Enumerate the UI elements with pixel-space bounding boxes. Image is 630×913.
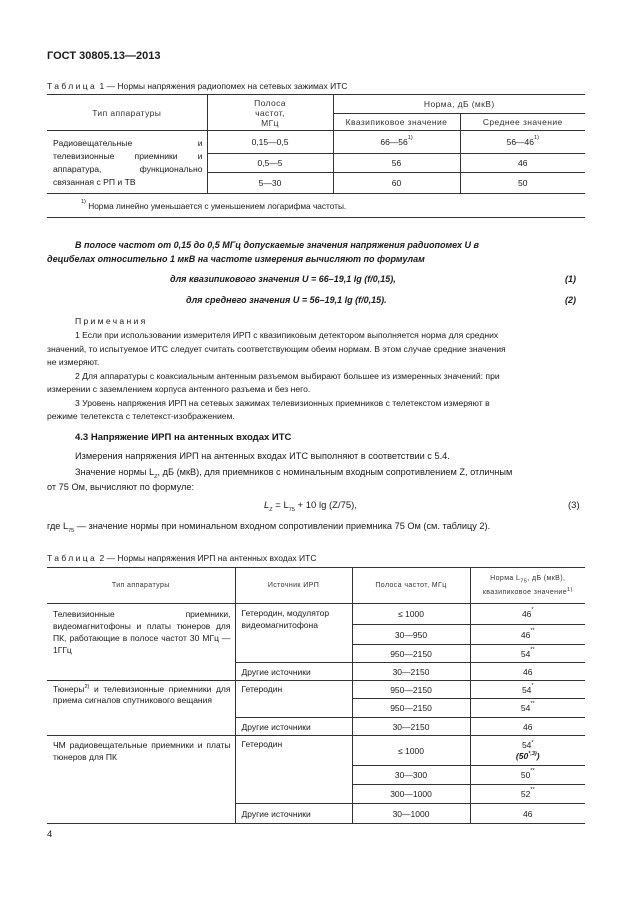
note-mark: * bbox=[531, 739, 534, 746]
table1-freq-cell: 5—30 bbox=[207, 172, 333, 193]
subscript: 75 bbox=[520, 578, 528, 585]
note-mark: ** bbox=[530, 627, 535, 634]
table2-norm-cell bbox=[470, 736, 585, 766]
table2-freq-cell: ≤ 1000 bbox=[352, 604, 470, 625]
table1-avg-cell bbox=[460, 131, 585, 154]
section-title: 4.3 Напряжение ИРП на антенных входах ИТС bbox=[75, 432, 292, 443]
notes-title: Примечания bbox=[75, 316, 148, 326]
table2-source-cell: Другие источники bbox=[235, 718, 352, 736]
table1-type-cell: Радиовещательные и телевизионные приемники и аппаратура, функционально связанная с РП и ТВ bbox=[47, 131, 207, 194]
header-text: Норма L bbox=[490, 574, 521, 582]
table1-header-type: Тип аппаратуры bbox=[47, 95, 207, 131]
table2-freq-cell: 30—2150 bbox=[352, 718, 470, 736]
table1-avg-cell: 46 bbox=[460, 154, 585, 173]
table2-source-cell: Гетеродин bbox=[235, 681, 352, 718]
where-text: где L bbox=[47, 521, 69, 531]
document-header: ГОСТ 30805.13—2013 bbox=[47, 50, 161, 62]
table2-source-cell: Гетеродин, модулятор видеомагнитофона bbox=[235, 604, 352, 663]
table1-freq-value: 0,15—0,5 bbox=[251, 137, 289, 148]
formula-2-number: (2) bbox=[565, 295, 576, 305]
table2-norm-cell bbox=[470, 625, 585, 645]
type-text: Тюнеры bbox=[53, 684, 85, 694]
subscript: Z bbox=[154, 473, 158, 480]
note-mark: ** bbox=[530, 787, 535, 793]
table1 bbox=[47, 94, 585, 218]
table2-type-cell: Телевизионные приемники, видеомагнитофоны и платы тюнеров для ПК, работающие в полосе частот 30 МГц — 1ГГц bbox=[47, 604, 235, 681]
note-2-line2: измерении с заземлением корпуса антенного разъема и без него. bbox=[47, 384, 311, 394]
table2-freq-cell: 300—1000 bbox=[352, 785, 470, 804]
table1-qp-cell: 60 bbox=[333, 172, 460, 193]
table2-norm-cell: 46 bbox=[470, 663, 585, 681]
header-text: квазипиковое значение bbox=[482, 589, 567, 597]
para2-text: Значение нормы L bbox=[75, 467, 155, 477]
table2-source-cell: Гетеродин bbox=[235, 736, 352, 804]
norm-value: 50 bbox=[520, 770, 531, 780]
para2-text: , дБ (мкВ), для приемников с номинальным входным сопротивлением Z, отличным bbox=[157, 467, 513, 477]
note-mark: ** bbox=[530, 701, 535, 707]
table2-header-freq: Полоса частот, МГц bbox=[352, 568, 470, 604]
table2-freq-cell: 30—2150 bbox=[352, 663, 470, 681]
table1-avg-cell: 50 bbox=[460, 172, 585, 193]
table1-freq-cell bbox=[207, 131, 333, 154]
table1-header-avg: Среднее значение bbox=[460, 114, 585, 131]
subscript: 75 bbox=[68, 527, 75, 534]
table1-qp-value: 66—56 bbox=[380, 137, 408, 148]
note-mark: ** bbox=[530, 646, 535, 653]
table2-freq-cell: 950—2150 bbox=[352, 699, 470, 718]
note-mark: * bbox=[531, 682, 534, 689]
table2-norm-cell bbox=[470, 681, 585, 699]
table2-norm-cell bbox=[470, 766, 585, 785]
table2-norm-cell: 46 bbox=[470, 804, 585, 824]
table1-footnote bbox=[47, 194, 585, 218]
norm-value: 46 bbox=[520, 629, 531, 640]
table2-header-norm bbox=[470, 568, 585, 604]
table2-freq-cell: ≤ 1000 bbox=[352, 736, 470, 766]
norm-value-alt: ) bbox=[536, 750, 540, 761]
table2-source-cell: Другие источники bbox=[235, 663, 352, 681]
note-mark: *,3) bbox=[528, 750, 537, 757]
table2-freq-cell: 950—2150 bbox=[352, 645, 470, 663]
table2-norm-cell bbox=[470, 785, 585, 804]
formula-text: + 10 lg (Z/75), bbox=[294, 500, 357, 511]
table1-freq-cell: 0,5—5 bbox=[207, 154, 333, 173]
table1-header-norm: Норма, дБ (мкВ) bbox=[333, 95, 585, 114]
footnote-mark: 1) bbox=[566, 587, 573, 594]
table1-footnote-text: Норма линейно уменьшается с уменьшением логарифма частоты. bbox=[88, 200, 347, 211]
footnote-mark: 1) bbox=[81, 198, 86, 205]
formula-3 bbox=[264, 500, 357, 513]
norm-value: 54 bbox=[520, 648, 531, 659]
table1-qp-cell bbox=[333, 131, 460, 154]
norm-value: 54 bbox=[521, 739, 532, 750]
subscript: Z bbox=[269, 506, 273, 513]
norm-value: 54 bbox=[520, 703, 531, 713]
subscript: 75 bbox=[288, 506, 295, 513]
paragraph-2-line2: от 75 Ом, вычисляют по формуле: bbox=[47, 482, 195, 492]
formula-1-number: (1) bbox=[565, 274, 576, 284]
bold-paragraph-line2: децибелах относительно 1 мкВ на частоте измерения вычисляют по формулам bbox=[47, 254, 425, 264]
bold-paragraph-line1: В полосе частот от 0,15 до 0,5 МГц допускаемые значения напряжения радиопомех U в bbox=[75, 240, 479, 250]
formula-1: для квазипикового значения U = 66–19,1 lg (f/0,15), bbox=[170, 274, 396, 284]
formula-2: для среднего значения U = 56–19,1 lg (f/0,15). bbox=[186, 295, 387, 305]
footnote-mark: 2) bbox=[84, 684, 90, 690]
table1-caption-text: 1 — Нормы напряжения радиопомех на сетевых зажимах ИТС bbox=[97, 81, 348, 91]
footnote-mark: 1) bbox=[534, 135, 539, 142]
table2-freq-cell: 30—1000 bbox=[352, 804, 470, 824]
note-3-line1: 3 Уровень напряжения ИРП на сетевых зажимах телевизионных приемников с телетекстом измеряют в bbox=[75, 398, 490, 408]
table1-header-freq: Полоса частот, МГц bbox=[207, 95, 333, 131]
table2-caption-text: 2 — Нормы напряжения ИРП на антенных входах ИТС bbox=[97, 553, 317, 563]
table2-type-cell: ЧМ радиовещательные приемники и платы тюнеров для ПК bbox=[47, 736, 235, 824]
table2-norm-cell bbox=[470, 604, 585, 625]
footnote-mark: 1) bbox=[407, 135, 413, 142]
header-text: , дБ (мкВ), bbox=[527, 574, 566, 582]
norm-value: 54 bbox=[521, 684, 532, 695]
table2-norm-cell bbox=[470, 645, 585, 663]
table2-header-type: Тип аппаратуры bbox=[47, 568, 235, 604]
table2-caption-word: Таблица bbox=[47, 553, 98, 563]
page-number: 4 bbox=[47, 829, 53, 840]
table2-norm-cell bbox=[470, 699, 585, 718]
table2-freq-cell: 30—300 bbox=[352, 766, 470, 785]
table2 bbox=[47, 567, 585, 824]
table1-qp-cell: 56 bbox=[333, 154, 460, 173]
note-3-line2: режиме телетекста с телетекст-изображением. bbox=[47, 411, 235, 421]
table1-caption bbox=[47, 81, 348, 91]
note-2-line1: 2 Для аппаратуры с коаксиальным антенным разъемом выбирают большее из измеренных значений: при bbox=[75, 371, 500, 381]
where-text: — значение нормы при номинальном входном сопротивлении приемника 75 Ом (см. таблицу 2). bbox=[74, 521, 491, 531]
table2-header-source: Источник ИРП bbox=[235, 568, 352, 604]
paragraph-1: Измерения напряжения ИРП на антенных входах ИТС выполняют в соответствии с 5.4. bbox=[75, 451, 450, 461]
table2-type-cell bbox=[47, 681, 235, 736]
note-1-line3: не измеряют. bbox=[47, 357, 100, 367]
table2-norm-cell: 46 bbox=[470, 718, 585, 736]
note-1-line2: значений, то испытуемое ИТС следует считать соответствующим обеим нормам. В этом случае средние значения bbox=[47, 344, 506, 354]
norm-value-alt: (50 bbox=[515, 750, 529, 761]
norm-value: 52 bbox=[520, 789, 531, 799]
table1-avg-value: 56—46 bbox=[506, 137, 535, 148]
table2-caption bbox=[47, 553, 316, 563]
note-1-line1: 1 Если при использовании измерителя ИРП с квазипиковым детектором выполняется норма для средних bbox=[75, 330, 499, 340]
formula-3-number: (3) bbox=[568, 500, 580, 511]
table2-source-cell: Другие источники bbox=[235, 804, 352, 824]
note-mark: ** bbox=[530, 768, 535, 774]
norm-value: 46 bbox=[521, 609, 532, 619]
type-text: и телевизионные приемники для приема сигналов спутникового вещания bbox=[53, 684, 231, 705]
formula-text: L bbox=[264, 500, 270, 511]
where-paragraph bbox=[47, 521, 490, 534]
table1-caption-word: Таблица bbox=[47, 81, 98, 91]
formula-text: = L bbox=[272, 500, 289, 511]
table2-freq-cell: 950—2150 bbox=[352, 681, 470, 699]
note-mark: * bbox=[531, 607, 534, 613]
table2-freq-cell: 30—950 bbox=[352, 625, 470, 645]
table1-header-qp: Квазипиковое значение bbox=[333, 114, 460, 131]
